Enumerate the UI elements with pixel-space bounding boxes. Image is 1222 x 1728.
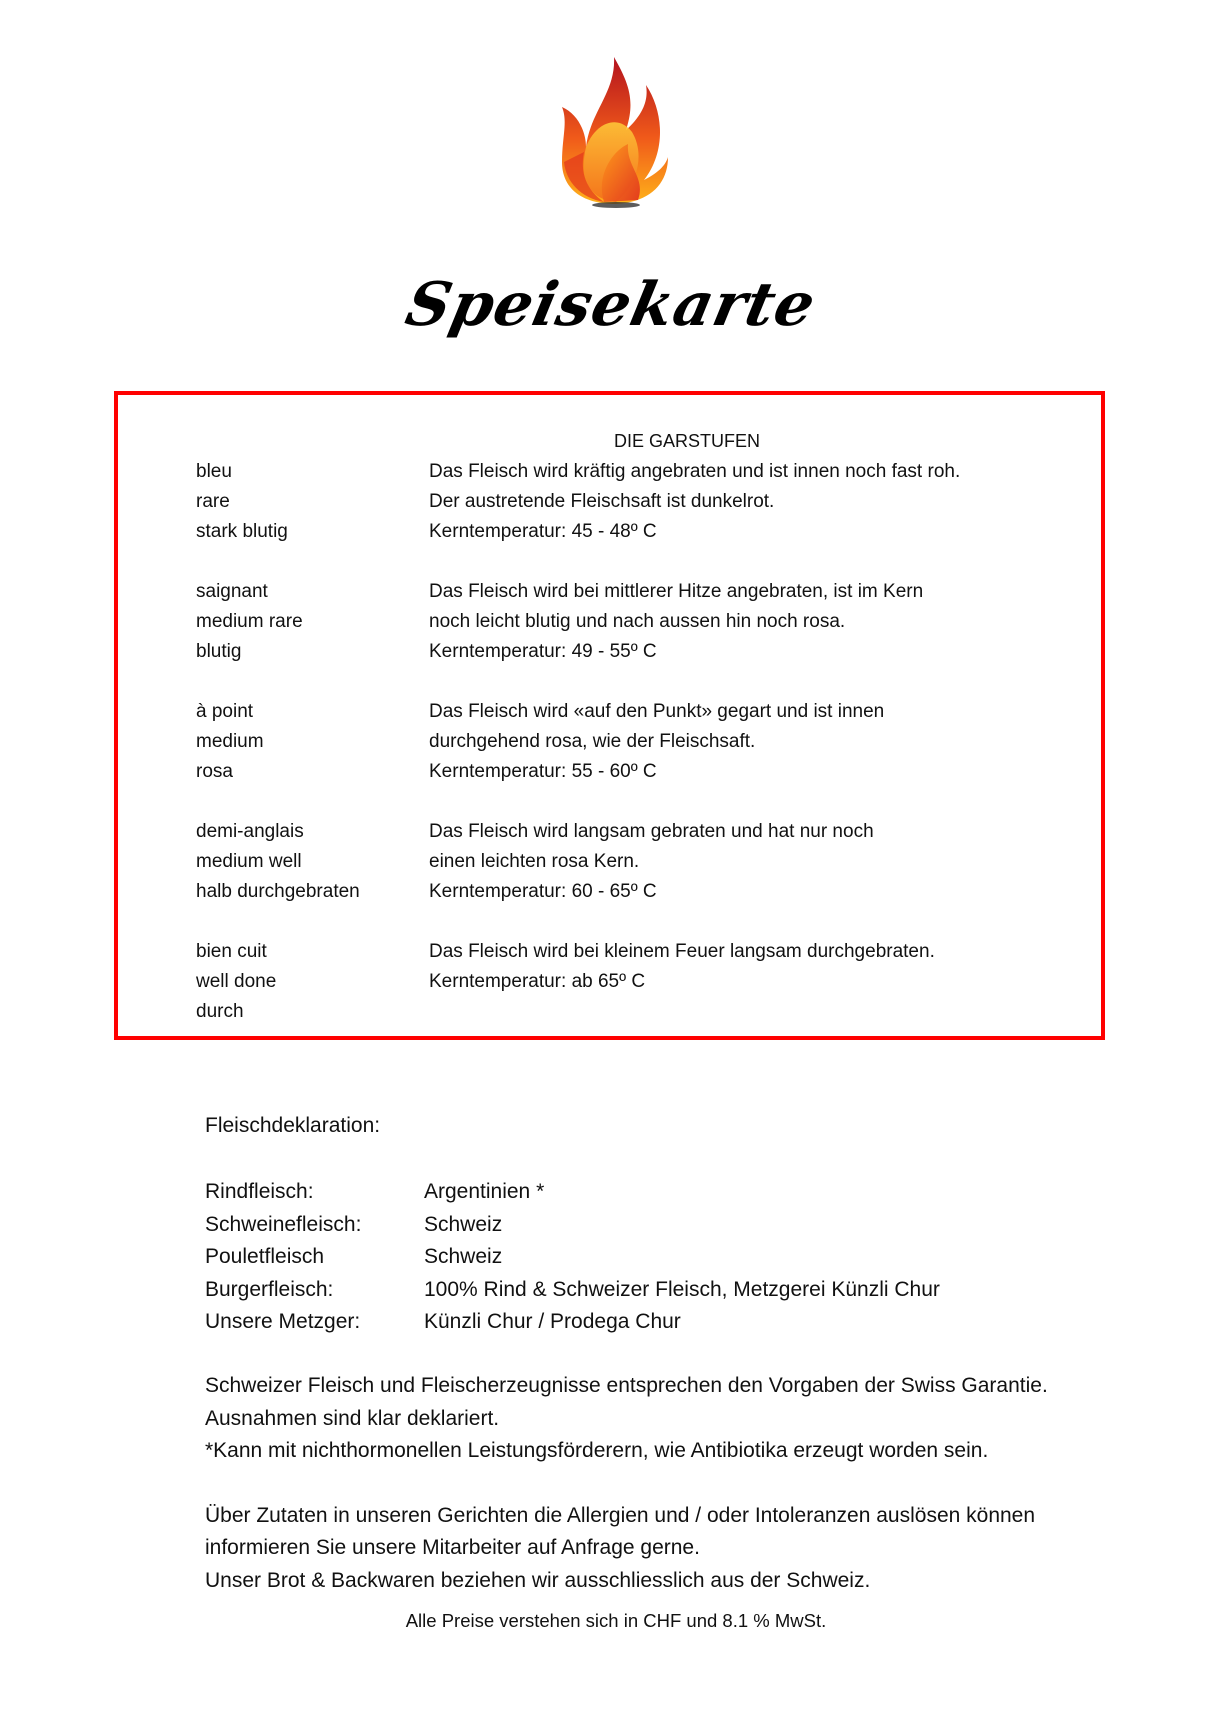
declaration-value: 100% Rind & Schweizer Fleisch, Metzgerei Künzli Chur — [424, 1277, 940, 1301]
grade-bien-cuit — [196, 937, 1071, 1027]
grade-name: halb durchgebraten — [196, 881, 360, 902]
grade-description: noch leicht blutig und nach aussen hin noch rosa. — [429, 611, 846, 632]
declaration-value: Schweiz — [424, 1245, 503, 1268]
declaration-label: Pouletfleisch — [205, 1245, 325, 1268]
declaration-value: Schweiz — [424, 1212, 503, 1236]
grade-description: Der austretende Fleischsaft ist dunkelrot. — [429, 491, 775, 512]
garstufen-list — [196, 457, 1071, 1057]
declaration-value: Argentinien * — [424, 1180, 545, 1203]
note-line: Über Zutaten in unseren Gerichten die Allergien und / oder Intoleranzen auslösen können — [205, 1503, 1036, 1527]
declaration-row — [205, 1241, 940, 1274]
grade-demi-anglais — [196, 817, 1071, 907]
grade-name: rosa — [196, 761, 233, 782]
grade-temperature: Kerntemperatur: ab 65º C — [429, 971, 646, 992]
grade-description: Das Fleisch wird bei kleinem Feuer langsam durchgebraten. — [429, 941, 935, 962]
grade-name: rare — [196, 491, 230, 512]
grade-name: well done — [196, 971, 277, 992]
grade-bleu — [196, 457, 1071, 547]
declaration-label: Schweinefleisch: — [205, 1212, 362, 1236]
grade-temperature: Kerntemperatur: 60 - 65º C — [429, 881, 657, 902]
grade-name: bien cuit — [196, 941, 267, 962]
price-note: Alle Preise verstehen sich in CHF und 8.1 % MwSt. — [405, 1610, 827, 1631]
grade-name: stark blutig — [196, 521, 288, 542]
declaration-row — [205, 1209, 940, 1242]
grade-description: durchgehend rosa, wie der Fleischsaft. — [429, 731, 756, 752]
grade-temperature: Kerntemperatur: 45 - 48º C — [429, 521, 657, 542]
declaration-row — [205, 1274, 940, 1307]
grade-name: demi-anglais — [196, 821, 304, 842]
garstufen-heading: DIE GARSTUFEN — [613, 431, 760, 451]
note-line: Schweizer Fleisch und Fleischerzeugnisse entsprechen den Vorgaben der Swiss Garantie. — [205, 1374, 1048, 1397]
grade-name: medium well — [196, 851, 302, 872]
grade-temperature: Kerntemperatur: 49 - 55º C — [429, 641, 657, 662]
grade-saignant — [196, 577, 1071, 667]
grade-name: medium — [196, 731, 264, 752]
grade-name: bleu — [196, 461, 232, 482]
grade-description: Das Fleisch wird kräftig angebraten und ist innen noch fast roh. — [429, 461, 961, 482]
grade-description: Das Fleisch wird bei mittlerer Hitze angebraten, ist im Kern — [429, 581, 924, 602]
note-line: Unser Brot & Backwaren beziehen wir ausschliesslich aus der Schweiz. — [205, 1568, 871, 1592]
grade-name: durch — [196, 1001, 244, 1022]
note-line: informieren Sie unsere Mitarbeiter auf Anfrage gerne. — [205, 1536, 700, 1559]
grade-a-point — [196, 697, 1071, 787]
declaration-value: Künzli Chur / Prodega Chur — [424, 1310, 681, 1333]
grade-name: blutig — [196, 641, 242, 662]
flame-icon — [556, 52, 672, 212]
declaration-row — [205, 1176, 940, 1209]
meat-declaration — [205, 1110, 940, 1339]
declaration-label: Burgerfleisch: — [205, 1277, 334, 1301]
note-line: *Kann mit nichthormonellen Leistungsförderern, wie Antibiotika erzeugt worden sein. — [205, 1439, 989, 1462]
grade-description: Das Fleisch wird «auf den Punkt» gegart und ist innen — [429, 701, 885, 722]
grade-temperature: Kerntemperatur: 55 - 60º C — [429, 761, 657, 782]
garstufen-box — [114, 391, 1105, 1040]
declaration-label: Rindfleisch: — [205, 1180, 314, 1203]
notes — [205, 1370, 1048, 1597]
grade-name: à point — [196, 701, 254, 722]
grade-description: einen leichten rosa Kern. — [429, 851, 640, 872]
declaration-label: Unsere Metzger: — [205, 1310, 361, 1333]
declaration-title: Fleischdeklaration: — [205, 1114, 381, 1137]
note-line: Ausnahmen sind klar deklariert. — [205, 1406, 500, 1430]
grade-name: medium rare — [196, 611, 303, 632]
declaration-row — [205, 1306, 940, 1339]
grade-description: Das Fleisch wird langsam gebraten und hat nur noch — [429, 821, 874, 842]
grade-name: saignant — [196, 581, 268, 602]
menu-title: Speisekarte — [399, 270, 823, 340]
